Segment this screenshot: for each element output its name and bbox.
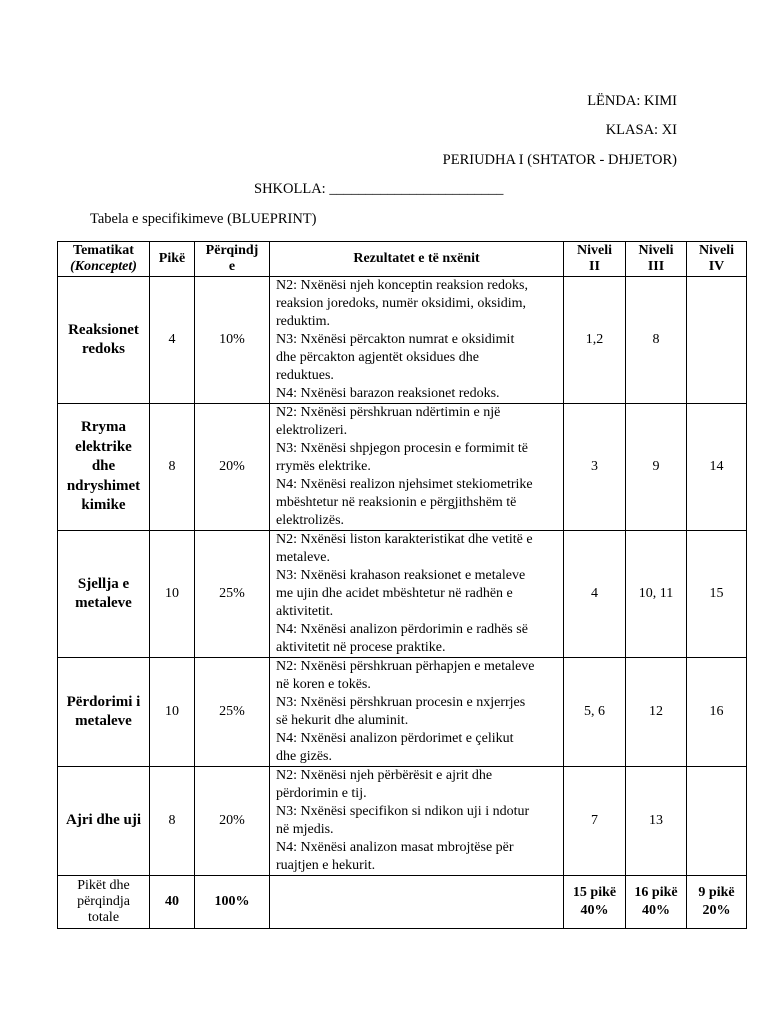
outcome-line: N4: Nxënësi realizon njehsimet stekiometrike [276,477,533,492]
points-cell: 8 [150,767,195,876]
outcomes-cell [270,277,564,404]
level3-cell: 10, 11 [626,531,687,658]
level4-cell: 14 [687,404,747,531]
points-cell: 4 [150,277,195,404]
total-level3 [626,876,687,929]
outcome-line: reaksion joredoks, numër oksidimi, oksidim, [276,296,527,311]
header-level3-line1: Niveli [638,243,674,258]
outcomes-cell [270,658,564,767]
table-row [58,404,747,531]
points-cell: 10 [150,658,195,767]
outcome-line: mbështetur në reaksionin e përgjithshëm të [276,495,517,510]
outcome-line: dhe gizës. [276,749,332,764]
outcome-line: N4: Nxënësi analizon përdorimet e çelikut [276,731,514,746]
table-row [58,767,747,876]
outcome-line: dhe përcakton agjentët oksidues dhe [276,350,479,365]
totals-empty-cell [270,876,564,929]
outcome-line: përdorimin e tij. [276,786,367,801]
topic-cell: Ajri dhe uji [58,767,150,876]
level4-cell: 15 [687,531,747,658]
table-row [58,277,747,404]
level3-cell: 8 [626,277,687,404]
outcome-line: rrymës elektrike. [276,459,371,474]
header-row [58,242,747,277]
outcome-line: elektrolizeri. [276,423,348,438]
outcome-line: N2: Nxënësi njeh konceptin reaksion redoks, [276,278,528,293]
outcome-line: së hekurit dhe aluminit. [276,713,409,728]
subject-line: LËNDA: KIMI [587,93,677,109]
table-row [58,658,747,767]
outcome-line: N3: Nxënësi specifikon si ndikon uji i ndotur [276,804,530,819]
header-topic-line1: Tematikat [73,243,134,258]
points-cell: 10 [150,531,195,658]
points-cell: 8 [150,404,195,531]
outcome-line: N4: Nxënësi barazon reaksionet redoks. [276,386,500,401]
header-percent [195,242,270,277]
level4-cell [687,767,747,876]
table-row [58,531,747,658]
level2-cell: 1,2 [564,277,626,404]
outcome-line: N4: Nxënësi analizon përdorimin e radhës së [276,622,528,637]
header-level2 [564,242,626,277]
totals-label-line2: përqindja [77,894,130,909]
percent-cell: 25% [195,531,270,658]
header-level3-line2: III [647,259,665,274]
totals-label-line1: Pikët dhe [77,878,130,893]
total-percent: 100% [195,876,270,929]
total-level4-percent: 20% [702,903,731,918]
outcome-line: në koren e tokës. [276,677,371,692]
level3-cell: 9 [626,404,687,531]
total-level4 [687,876,747,929]
level3-cell: 13 [626,767,687,876]
outcome-line: N2: Nxënësi njeh përbërësit e ajrit dhe [276,768,493,783]
outcomes-cell [270,531,564,658]
percent-cell: 25% [195,658,270,767]
outcome-line: N2: Nxënësi liston karakteristikat dhe vetitë e [276,532,533,547]
topic-cell: Sjellja e metaleve [58,531,150,658]
totals-row [58,876,747,929]
outcome-line: me ujin dhe acidet mbështetur në radhën e [276,586,513,601]
table-caption: Tabela e specifikimeve (BLUEPRINT) [90,211,317,227]
header-percent-line2: e [228,259,236,274]
outcomes-cell [270,404,564,531]
header-points: Pikë [150,242,195,277]
outcome-line: metaleve. [276,550,331,565]
topic-cell: Rryma elektrike dhe ndryshimet kimike [58,404,150,531]
school-line: SHKOLLA: ________________________ [254,181,504,197]
level4-cell: 16 [687,658,747,767]
total-level2 [564,876,626,929]
header-level4-line2: IV [708,259,725,274]
topic-cell: Përdorimi i metaleve [58,658,150,767]
outcome-line: N3: Nxënësi shpjegon procesin e formimit të [276,441,528,456]
outcome-line: N3: Nxënësi përshkruan procesin e nxjerrjes [276,695,526,710]
outcome-line: elektrolizës. [276,513,345,528]
header-outcomes: Rezultatet e të nxënit [270,242,564,277]
level2-cell: 4 [564,531,626,658]
total-points: 40 [150,876,195,929]
header-percent-line1: Përqindj [205,243,259,258]
total-level4-points: 9 pikë [698,885,735,900]
outcomes-cell [270,767,564,876]
totals-label [58,876,150,929]
class-line: KLASA: XI [605,122,677,138]
period-line: PERIUDHA I (SHTATOR - DHJETOR) [442,152,677,168]
header-topic-line2: (Konceptet) [70,259,137,274]
percent-cell: 20% [195,767,270,876]
outcome-line: N4: Nxënësi analizon masat mbrojtëse për [276,840,514,855]
level2-cell: 7 [564,767,626,876]
blueprint-table [57,241,747,929]
level2-cell: 3 [564,404,626,531]
totals-label-line3: totale [87,910,120,925]
level4-cell [687,277,747,404]
outcome-line: N3: Nxënësi përcakton numrat e oksidimit [276,332,515,347]
outcome-line: aktivitetit në procese praktike. [276,640,446,655]
percent-cell: 10% [195,277,270,404]
total-level3-percent: 40% [642,903,670,918]
outcome-line: ruajtjen e hekurit. [276,858,376,873]
header-level4-line1: Niveli [699,243,734,258]
topic-cell: Reaksionet redoks [58,277,150,404]
header-level2-line2: II [589,259,600,274]
total-level2-percent: 40% [580,903,609,918]
total-level3-points: 16 pikë [634,885,678,900]
header-topic [58,242,150,277]
level3-cell: 12 [626,658,687,767]
outcome-line: N3: Nxënësi krahason reaksionet e metaleve [276,568,526,583]
outcome-line: reduktim. [276,314,331,329]
outcome-line: N2: Nxënësi përshkruan ndërtimin e një [276,405,501,420]
outcome-line: N2: Nxënësi përshkruan përhapjen e metaleve [276,659,535,674]
level2-cell: 5, 6 [564,658,626,767]
header-level3 [626,242,687,277]
header-level4 [687,242,747,277]
outcome-line: reduktues. [276,368,334,383]
header-level2-line1: Niveli [577,243,612,258]
outcome-line: aktivitetit. [276,604,334,619]
percent-cell: 20% [195,404,270,531]
total-level2-points: 15 pikë [572,885,617,900]
outcome-line: në mjedis. [276,822,334,837]
